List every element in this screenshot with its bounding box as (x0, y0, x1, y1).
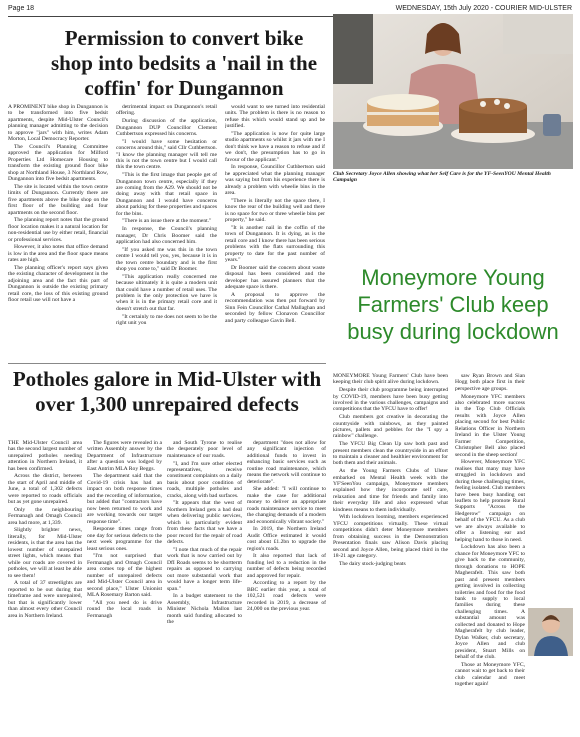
paragraph: The site is located within the town centre limits of Dungannon. Currently there are five apartments above the bike shop on the first floor of the building and four apartments on the second floor. (8, 183, 108, 216)
potholes-headline: Potholes galore in Mid-Ulster with over 1,300 unrepaired defects (12, 367, 322, 416)
paragraph: During discussion of the application, Dungannon DUP Councillor Clement Cuthbertson expressed his concerns. (116, 118, 217, 137)
bike-shop-headline: Permission to convert bike shop into bedsits a 'nail in the coffin' for Dungannon (50, 26, 318, 100)
paragraph: The dairy stock-judging beats (339, 560, 406, 567)
cake-photo-illustration (333, 14, 573, 169)
paragraph: "It appears that the west of Northern Ireland gets a bad deal when delivering public services, which is particularly evident from these facts that we have a poor record for the repair of road defects. (167, 500, 242, 546)
paragraph: "It is another nail in the coffin of the town of Dungannon. It is dying, as is the retail core and I know there has been serious problems with the flats surrounding this property to date for the past number of years." (225, 224, 325, 264)
paragraph: Slightly brighter news, literally, for Mid-Ulster residents, is that the area has the lowest number of unrepaired street lights, which means that while our roads are covered in potholes, we will at least be able to see them! (8, 527, 82, 579)
bike-shop-column-3 (225, 104, 325, 366)
boy-photo-illustration (528, 608, 573, 656)
paragraph: "It certainly to me does not seem to be the right unit you (116, 313, 217, 326)
paragraph: Dr Boomer said the concern about waste disposal has been considered and the developer has assured planners that the adequate space is there. (225, 264, 325, 291)
paragraph: The planning officer's report says given the existing character of development in the adjoining area and the fact this part of Dungannon is outside the existing primary retail core, the loss of this existing ground floor retail use will not have a (8, 264, 108, 304)
paragraph: The planning report notes that the ground floor location makes it a natural location for non-residential use by either retail, financial or professional services. (8, 217, 108, 243)
paragraph: "This application really concerned me because ultimately it is quite a modern unit that could have a number of retail uses. The problem is the only protection we have is when it is in the primary retail core and it doesn't stretch out that far. (116, 273, 217, 312)
paragraph: The YFCU Big Clean Up saw both past and present members clean the countryside in an effort to maintain a cleaner and healthier environment for both them and their animals. (333, 441, 448, 467)
paragraph: "I would have some hesitation or concerns around this," said Cllr Cuthbertson. "I know the planning manager will tell me this is not the town centre but I would call this the town centre. (116, 138, 217, 171)
paragraph: A proposal to approve the recommendation was then put forward by Sinn Fein Councillor Cathal Mallaghan and seconded by fellow Clonavon Councillor and party colleague Gavin Bell. (225, 291, 325, 324)
young-farmers-headline-box (333, 186, 573, 371)
paragraph: It also reported that lack of funding led to a reduction in the number of defects being recorded and approved for repair. (247, 553, 326, 579)
young-farmers-column-2 (455, 373, 525, 733)
paragraph: However, Moneymore YFC realises that many may have struggled in lockdown and during these challenging times, feeling isolated. Club members have been busy handing out leaflets to help promote Rural Supports "Across the Hedgerow" campaign on behalf of the YFCU. As a club we are always available to offer a listening ear and helping hand to those in need. (455, 459, 525, 543)
paragraph: In response, Councillor Cuthbertson said he appreciated what the planning manager was saying but from his experience there is already a problem with wheelie bins in the area. (225, 164, 325, 197)
issue-date: WEDNESDAY, 15th July 2020 - COURIER MID-ULSTER (395, 5, 572, 12)
paragraph: In a budget statement to the Assembly, Infrastructure Minister Nichola Mallon last month said funding allocated to the (167, 593, 242, 625)
paragraph: Those at Moneymore YFC, cannot wait to get back to their club calendar and meet together again! (455, 661, 525, 688)
paragraph: Club members got creative in decorating the countryside with rainbows, as they painted pictures, pallets and pebbles for the "I spy a rainbow" challenge. (333, 414, 448, 440)
potholes-column-3 (167, 440, 242, 732)
paragraph: and South Tyrone to realise the desperately poor level of maintenance of our roads. (167, 440, 242, 459)
section-divider (8, 363, 326, 364)
paragraph: The department said that the Covid-19 crisis has had an impact on both response times and the recording of information, but added that "contractors have now been returned to work and are working towards our target response time". (87, 473, 162, 525)
baking-photo (333, 14, 573, 169)
paragraph: Across the district, between the start of April and middle of June, a total of 1,302 defects were reported to roads officials but as yet gone unrepaired. (8, 473, 82, 506)
paragraph: Lockdown has also been a chance for Moneymore YFC to give back to the community, through donations to HOPE Magherafelt. This saw both past and present members getting involved in collecting toiletries and food for the food bank to supply to local families during these challenging times. A substantial amount was collected and donated to Hope Magherafelt by club leader, Dylan Walker, club secretary, Joyce Allen and club president, Stuart Mills on behalf of the club. (455, 544, 525, 661)
paragraph: would want to see turned into residential units. The problem is there is no reason to refuse this which would stand up and be justified. (225, 104, 325, 130)
bike-shop-column-2 (116, 104, 217, 366)
paragraph: "There is an issue there at the moment." (122, 218, 212, 225)
potholes-column-1 (8, 440, 82, 732)
young-farmers-headline: Moneymore Young Farmers' Club keep busy during lockdown (347, 265, 559, 344)
paragraph: Only the neighbouring Fermanagh and Omagh Council area had more, at 1,339. (8, 506, 82, 526)
paragraph: "This is the first image that people get of Dungannon town centre, especially if they are coming from the A29. We should not be doing away with that retail space in Dungannon and I would have concerns about parking for these properties and spaces for the bins. (116, 172, 217, 217)
boy-photo (528, 608, 573, 656)
paragraph: "I, and I'm sure other elected representatives, receive constituent complaints on a daily basis about poor condition of roads, multiple potholes and cracks, along with bad surfaces. (167, 460, 242, 499)
bike-shop-column-1 (8, 104, 108, 366)
young-farmers-column-1 (333, 373, 448, 733)
paragraph: THE Mid-Ulster Council area has the second largest number of unrepaired potholes needing attention in Northern Ireland, it has been confirmed. (8, 440, 82, 472)
paragraph: "There is literally not the space there, I know the rear of the building well and there is no space for two or three wheelie bins per property," he said. (225, 197, 325, 224)
paragraph: "All you need do is drive round the local roads in Fermanagh (87, 599, 162, 619)
paragraph: In 2019, the Northern Ireland Audit Office estimated it would cost about £1.2bn to upgrade the region's roads. (247, 526, 326, 552)
paragraph: In response, the Council's planning manager, Dr Chris Boomer said the application had also concerned him. (116, 226, 217, 245)
paragraph: The figures were revealed in a written Assembly answer by the Department of Infrastructure after a question was lodged by East Antrim MLA Roy Beggs. (87, 440, 162, 472)
paragraph: The Council's Planning Committee approved the application for Milford Properties Ltd Homecare Housing to transform the existing ground floor bike shop at Northland House, 3 Northland Row, Dungannon into five bedsit apartments. (8, 143, 108, 183)
paragraph: "I'm not surprised that Fermanagh and Omagh Council area comes top of the highest number of unrepaired defects and Mid-Ulster Council area in second place," Ulster Unionist MLA Rosemary Barton said. (87, 553, 162, 598)
paragraph: A PROMINENT bike shop in Dungannon is to be transformed into five bedsit apartments, despite Mid-Ulster Council's planning manager admitting to the decision to approve "jars" with him, writes Adam Morton, Local Democracy Reporter. (8, 104, 108, 143)
paragraph: Response times range from one day for serious defects to the next week programme for the least serious ones. (87, 526, 162, 552)
paragraph: saw Ryan Brown and Sian Hogg both place first in their perspective age groups. (455, 373, 525, 392)
paragraph: As the Young Farmers Clubs of Ulster embarked on Mental Health week with the YF'SeenYou campaign, Moneymore members explained how they incorporate self care, relaxation and time for friends and family into their everyday life and also expressed what kindness means to them individually. (333, 468, 448, 513)
paragraph: However, it also notes that office demand is low in the area and the floor space means rates are high. (8, 244, 108, 264)
paragraph: department "does not allow for any significant injection of additional funds to invest in enhancing basic services such as routine road maintenance, which means the network will continue to deteriorate". (247, 440, 326, 485)
paragraph: She added: "I will continue to make the case for additional money to deliver an appropriate roads maintenance service to meet the changing demands of a modern and economically vibrant society." (247, 486, 326, 525)
paragraph: A total of 37 streetlights are reported to be out during that timeframe and were unrepaired, but that is significantly lower than almost every other Council area in Northern Ireland. (8, 580, 82, 619)
paragraph: "If you asked me was this in the town centre I would tell you, yes, because it is in the town centre boundary and is the first shop you come to," said Dr Boomer. (116, 246, 217, 272)
potholes-column-4 (247, 440, 326, 732)
paragraph: detrimental impact on Dungannon's retail offering. (116, 104, 217, 117)
photo-caption: Club Secretary Joyce Allen showing what her Self Care is for the YF-SeenYOU Mental Health Campaign (333, 171, 551, 184)
potholes-column-2 (87, 440, 162, 732)
paragraph: "I note that much of the repair work that is now carried out by DfI Roads seems to be shortterm repairs as opposed to carrying out more substantial work that would have a longer term life-span." (167, 546, 242, 592)
paragraph: With lockdown looming, members experienced YFCU competitions virtually. These virtual competitions didn't deter Moneymore members from obtaining success in the Demonstration Presentation finals saw Alison Davis placing second and Joyce Allen, being placed third in the 18-21 age category. (333, 514, 448, 560)
paragraph: "The application is now for quite large studio apartments so whilst it jars with me I don't think we have a reason to refuse and if we don't, the presumption has to go in favour of the applicant." (225, 131, 325, 163)
paragraph: MONEYMORE Young Farmers' Club have been keeping their club spirit alive during lockdown. (333, 373, 448, 386)
page-number: Page 18 (8, 5, 35, 12)
paragraph: Despite their club programme being interrupted by COVID-19, members have been busy getting involved in the various challenges, campaigns and competitions that the YFCU have to offer! (333, 387, 448, 413)
paragraph: Moneymore YFC members also celebrated more success in the Top Club Officials results with Joyce Allen placing second for best Public Relations Officer in Northern Ireland in the Ulster Young Farmer Competition, Christopher Bell also placed second in the sheep section! (455, 393, 525, 458)
paragraph: According to a report by the BBC earlier this year, a total of 102,521 road defects were recorded in 2019, a decrease of 24,000 on the previous year. (247, 580, 326, 613)
